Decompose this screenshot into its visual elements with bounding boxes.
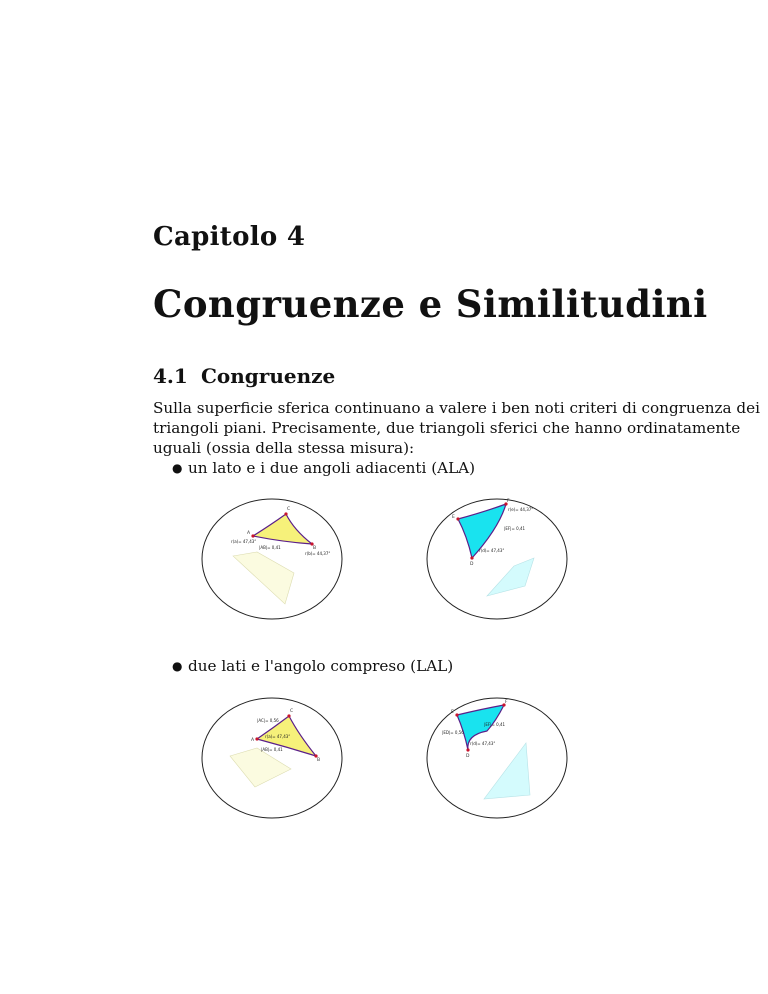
- vertex-label: D: [470, 562, 474, 567]
- figure-ala-right: [424, 496, 570, 622]
- vertex-label: C: [290, 709, 294, 714]
- vertex-a: [251, 534, 254, 537]
- vertex-a: [255, 737, 258, 740]
- vertex-label: A: [247, 531, 251, 536]
- side-label: |ED|= 0,56: [442, 730, 464, 735]
- sphere-diagram: [199, 496, 345, 622]
- section-number: 4.1: [153, 364, 188, 388]
- vertex-label: A: [251, 738, 255, 743]
- paragraph-line: Sulla superficie sferica continuano a valere i ben noti criteri di congruenza dei: [153, 399, 760, 417]
- vertex-e: [456, 517, 459, 520]
- figure-lal-left: [199, 695, 345, 821]
- intro-paragraph: [153, 398, 760, 458]
- vertex-label: C: [287, 507, 291, 512]
- vertex-label: F: [505, 700, 508, 705]
- vertex-label: E: [452, 515, 455, 520]
- side-label: |EF|= 0,41: [504, 526, 526, 531]
- angle-label: r(d)= 47,43°: [479, 548, 505, 553]
- vertex-label: F: [507, 499, 510, 504]
- section-title: Congruenze: [201, 364, 336, 388]
- paragraph-line: uguali (ossia della stessa misura):: [153, 439, 415, 457]
- section-heading: [153, 364, 335, 388]
- sphere-diagram: [424, 695, 570, 821]
- side-label: |EF|= 0,41: [484, 722, 506, 727]
- vertex-label: B: [313, 546, 317, 551]
- sphere-diagram: [199, 695, 345, 821]
- sphere-diagram: [424, 496, 570, 622]
- vertex-label: B: [317, 758, 321, 763]
- angle-label: r(d)= 47,43°: [470, 741, 496, 746]
- criterion-ala: [172, 459, 475, 477]
- angle-label: r(b)= 44,37°: [305, 551, 331, 556]
- figure-lal-right: [424, 695, 570, 821]
- sphere-outline: [202, 499, 342, 619]
- side-label: |AB|= 0,41: [259, 545, 281, 550]
- angle-label: r(a)= 47,43°: [265, 734, 291, 739]
- vertex-e: [455, 713, 458, 716]
- vertex-c: [284, 512, 287, 515]
- side-label: |AB|= 0,41: [261, 747, 283, 752]
- vertex-d: [466, 748, 469, 751]
- chapter-label: Capitolo 4: [153, 222, 306, 252]
- bullet-dot-icon: ●: [172, 461, 183, 475]
- vertex-label: E: [451, 710, 454, 715]
- angle-label: r(e)= 44,37°: [508, 507, 534, 512]
- angle-label: r(a)= 47,43°: [231, 539, 257, 544]
- paragraph-line: triangoli piani. Precisamente, due triangoli sferici che hanno ordinatamente: [153, 419, 741, 437]
- criterion-text: due lati e l'angolo compreso (LAL): [188, 657, 454, 675]
- chapter-title: Congruenze e Similitudini: [153, 282, 708, 326]
- criterion-text: un lato e i due angoli adiacenti (ALA): [188, 459, 476, 477]
- bullet-dot-icon: ●: [172, 659, 183, 673]
- vertex-label: D: [466, 754, 470, 759]
- vertex-d: [470, 556, 473, 559]
- figure-ala-left: [199, 496, 345, 622]
- criterion-lal: [172, 657, 453, 675]
- vertex-c: [287, 714, 290, 717]
- side-label: |AC|= 0,56: [257, 718, 279, 723]
